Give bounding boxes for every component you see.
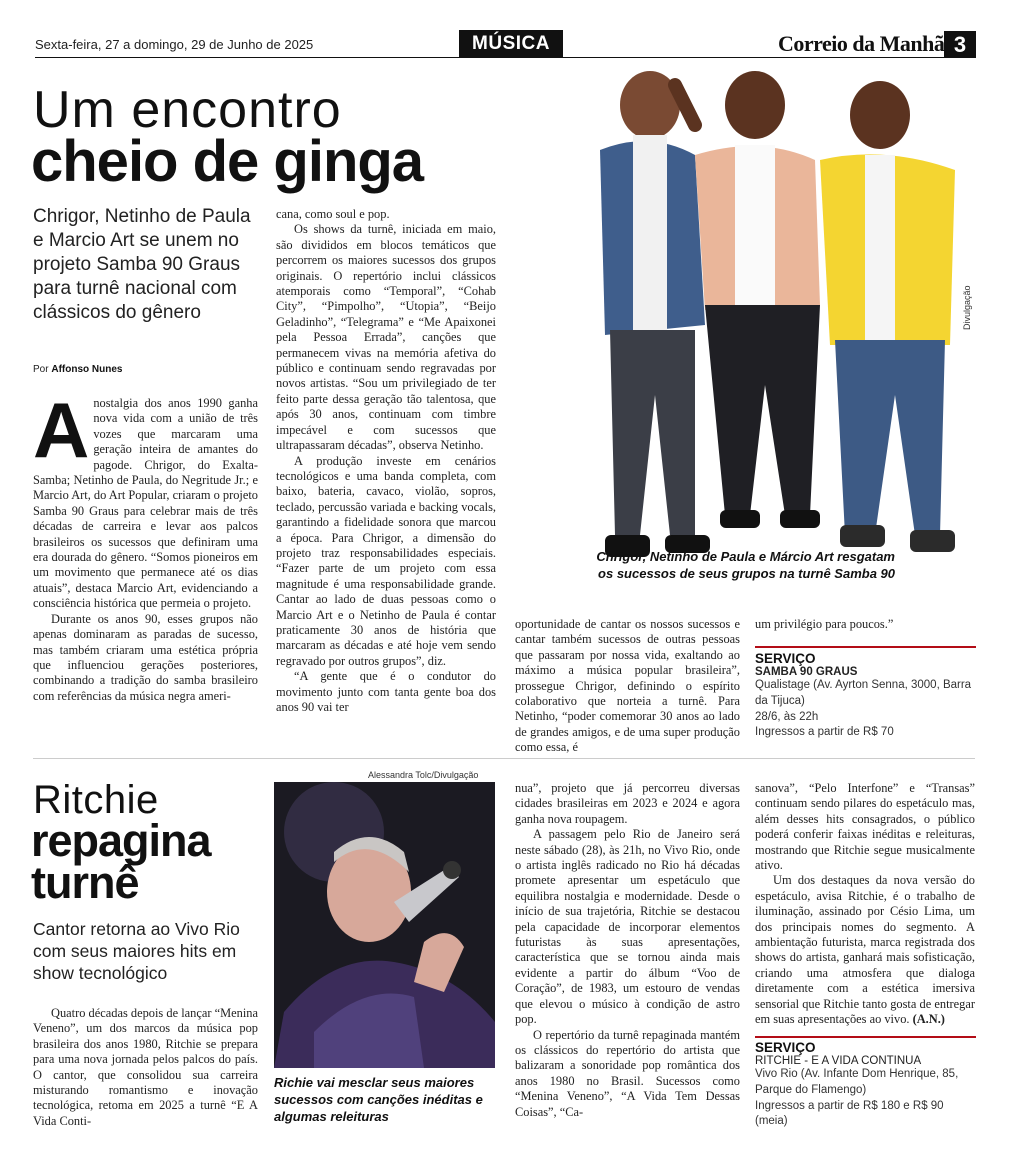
paragraph: nostalgia dos anos 1990 ganha nova vida com a união de três vozes que marcaram uma geração inteira de amantes do pagode. Chrigor, do Exalta-Samba; Netinho de Paula, do Negritude Jr.; e Marcio Art, do Art Popular, criaram o projeto Samba 90 Graus para celebrar mais de três décadas de carreira e levar aos palcos brasileiros os sucessos que definiram uma era dourada do gênero. “Somos pioneiros em um movimento que permanece até os dias atuais”, destaca Marcio Art, evidenciando a consciência histórica que permeia o projeto. bbox=[33, 396, 258, 611]
edition-date: Sexta-feira, 27 a domingo, 29 de Junho de 2025 bbox=[35, 37, 314, 52]
paragraph: A produção investe em cenários tecnológicos e uma banda completa, com baixo, bateria, cavaco, violão, sopros, teclado, percussão variada e backing vocals, garantindo a fidelidade sonora que marcou a época. Para Chrigor, a dimensão do projeto traz responsabilidades especiais. “Fazer parte de um projeto com essa magnitude é uma responsabilidade grande. Cantar ao lado de duas pessoas como o Marcio Art e o Netinho de Paula é contar praticamente 30 anos de história que marcaram as décadas e até hoje vem sendo regravado por outros grupos”, diz. bbox=[276, 453, 496, 668]
service2-price: Ingressos a partir de R$ 180 e R$ 90 (meia) bbox=[755, 1099, 944, 1128]
paragraph: oportunidade de cantar os nossos sucessos e cantar também sucessos de outras pessoas que passaram por nossa vida, exaltando ao máximo a música popular brasileira”, prossegue Chrigor, definindo o espírito colaborativo que norteia a turnê. Para Netinho, “poder comemorar 30 anos ao lado de grandes amigos, e de uma super produção como essa, é bbox=[515, 617, 740, 755]
photo-ritchie-singing bbox=[274, 782, 495, 1068]
paragraph: sanova”, “Pelo Interfone” e “Transas” continuam sendo pilares do espetáculo mas, além desses hits consagrados, o público poderá conferir faixas inéditas e releituras, mostrando que Ritchie segue musicalmente ativo. bbox=[755, 781, 975, 873]
article1-column-4 bbox=[755, 617, 975, 632]
headline2-top: Ritchie bbox=[33, 778, 159, 822]
drop-cap: A bbox=[33, 386, 90, 474]
headline-top: Um encontro bbox=[33, 81, 342, 139]
section-divider bbox=[33, 758, 975, 759]
signoff: (A.N.) bbox=[912, 1012, 945, 1027]
paragraph: cana, como soul e pop. bbox=[276, 207, 390, 221]
byline bbox=[33, 364, 122, 375]
service2-title: SERVIÇO bbox=[755, 1040, 816, 1055]
service-title: SERVIÇO bbox=[755, 651, 816, 666]
service-rule bbox=[755, 646, 976, 648]
photo-caption: Chrigor, Netinho de Paula e Márcio Art resgatam os sucessos de seus grupos na turnê Samba 90 bbox=[596, 549, 895, 581]
paragraph: um privilégio para poucos.” bbox=[755, 617, 894, 631]
service2-rule bbox=[755, 1036, 976, 1038]
page-number: 3 bbox=[944, 31, 976, 58]
service2-box bbox=[755, 1040, 976, 1130]
service2-venue: Vivo Rio (Av. Infante Dom Henrique, 85, Parque do Flamengo) bbox=[755, 1068, 959, 1096]
paragraph: Durante os anos 90, esses grupos não apenas dominaram as paradas de sucesso, mas também criaram uma estética própria que influenciou gerações posteriores, combinando a tradição do samba brasileiro com referências da música negra ameri- bbox=[33, 611, 258, 703]
byline-prefix: Por bbox=[33, 364, 49, 375]
headline-bottom: cheio de ginga bbox=[31, 129, 424, 194]
photo2-credit: Alessandra Tolc/Divulgação bbox=[368, 770, 479, 780]
singer-left-figure bbox=[600, 71, 710, 557]
paragraph: Quatro décadas depois de lançar “Menina Veneno”, um dos marcos da música pop brasileira dos anos 1980, Ritchie se prepara para uma nova jornada pelos palcos do país. O cantor, que consolidou sua carreira misturando romantismo e inovação tecnológica, retoma em 2025 a turnê “E A Vida Conti- bbox=[33, 1006, 258, 1128]
paragraph bbox=[755, 873, 975, 1027]
section-label: MÚSICA bbox=[459, 30, 563, 57]
paragraph: Os shows da turnê, iniciada em maio, são divididos em blocos temáticos que percorrem os maiores sucessos dos grupos originais. O repertório inclui clássicos atemporais como “Temporal”, “Cohab City”, “Pimpolho”, “Utopia”, “Beijo Geladinho”, “Telegrama” e “Me Apaixonei pela Pessoa Errada”, canções que permanecem vivas na memória afetiva do público e continuam sendo regravadas por novos artistas. “Sou um privilegiado de ter feito parte dessa geração tão talentosa, que após 30 anos, continuam com timbre impecável e com sucessos que ultrapassaram décadas”, observa Netinho. bbox=[276, 222, 496, 453]
article2-column-4 bbox=[755, 781, 975, 1028]
byline-author: Affonso Nunes bbox=[51, 364, 123, 375]
headline2-middle: repagina bbox=[31, 815, 211, 866]
article1-column-3 bbox=[515, 617, 740, 756]
paragraph-text: Um dos destaques da nova versão do espetáculo, avisa Ritchie, é o trabalho de iluminação, assinado por Césio Lima, um dos principais nomes do segmento. A ambientação futurista, marca registrada dos shows do artista, ganhará mais sofisticação, criando uma atmosfera que dialoga diretamente com a estética imersiva sensorial que Ritchie tanto gosta de entregar em suas apresentações ao vivo. bbox=[755, 873, 975, 1027]
article-deck: Chrigor, Netinho de Paula e Marcio Art se unem no projeto Samba 90 Graus para turnê nacional com clássicos do gênero bbox=[33, 206, 251, 323]
service-price: Ingressos a partir de R$ 70 bbox=[755, 726, 894, 739]
photo-credit: Divulgação bbox=[962, 285, 972, 330]
paragraph: nua”, projeto que já percorreu diversas cidades brasileiras em 2023 e 2024 e agora ganha nova roupagem. bbox=[515, 781, 740, 826]
singer-right-figure bbox=[820, 81, 955, 552]
service-event-name: SAMBA 90 GRAUS bbox=[755, 666, 858, 678]
photo-three-singers bbox=[545, 65, 975, 575]
article1-column-1 bbox=[33, 386, 258, 704]
article2-column-1 bbox=[33, 1006, 258, 1129]
header-rule bbox=[35, 57, 975, 58]
headline2-bottom: turnê bbox=[31, 857, 139, 908]
article1-column-2 bbox=[276, 207, 496, 715]
newspaper-name: Correio da Manhã bbox=[778, 31, 945, 56]
service-box bbox=[755, 651, 976, 741]
paragraph: “A gente que é o condutor do movimento junto com tanta gente boa dos anos 90 vai ter bbox=[276, 669, 496, 714]
service2-event-name: RITCHIE - E A VIDA CONTINUA bbox=[755, 1055, 922, 1067]
service-venue: Qualistage (Av. Ayrton Senna, 3000, Barra da Tijuca) bbox=[755, 679, 972, 707]
paragraph: O repertório da turnê repaginada mantém os clássicos do repertório do artista que balizaram a sonoridade pop romântica dos anos 1980 no Brasil. Sucessos como “Menina Veneno”, “A Vida Tem Dessas Coisas”, “Ca- bbox=[515, 1027, 740, 1119]
article2-column-3 bbox=[515, 781, 740, 1120]
service-date: 28/6, às 22h bbox=[755, 710, 819, 723]
article2-deck: Cantor retorna ao Vivo Rio com seus maiores hits em show tecnológico bbox=[33, 919, 240, 983]
photo2-caption: Richie vai mesclar seus maiores sucessos com canções inéditas e algumas releituras bbox=[274, 1075, 483, 1124]
paragraph: A passagem pelo Rio de Janeiro será neste sábado (28), às 21h, no Vivo Rio, onde o artista inglês radicado no Rio há décadas promete apresentar um espetáculo que equilibra nostalgia e modernidade. Desde o início de sua trajetória, Ritchie se destacou pela capacidade de incorporar elementos futuristas às suas apresentações, característica que se tornou ainda mais evidente a partir do álbum “Voo de Coração”, de 1983, um estouro de vendas que elevou o músico à condição de astro pop. bbox=[515, 827, 740, 1027]
